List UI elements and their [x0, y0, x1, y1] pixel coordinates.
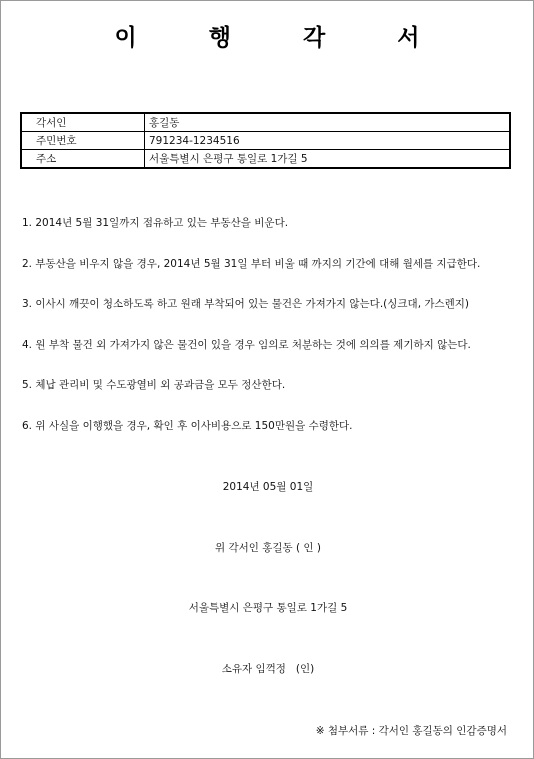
resident-number-value: 791234-1234516	[145, 132, 511, 150]
table-row	[21, 150, 510, 169]
address-label: 주소	[21, 150, 145, 169]
table-row	[21, 113, 510, 132]
attachment-note: ※ 첨부서류 : 각서인 홍길동의 인감증명서	[315, 725, 507, 737]
clause-3: 3. 이사시 깨끗이 청소하도록 하고 원래 부착되어 있는 물건은 가져가지 않는다.(싱크대, 가스렌지)	[22, 298, 470, 310]
clause-4: 4. 원 부착 물건 외 가져가지 않은 물건이 있을 경우 임의로 처분하는 것에 의의를 제기하지 않는다.	[22, 339, 471, 351]
owner-signature-line: 소유자 임꺽정 (인)	[221, 663, 315, 675]
resident-number-label: 주민번호	[21, 132, 145, 150]
clause-5: 5. 체납 관리비 및 수도광열비 외 공과금을 모두 정산한다.	[22, 379, 286, 391]
clause-2: 2. 부동산을 비우지 않을 경우, 2014년 5월 31일 부터 비울 때 까지의 기간에 대해 월세를 지급한다.	[22, 258, 481, 270]
clause-1: 1. 2014년 5월 31일까지 점유하고 있는 부동산을 비운다.	[22, 217, 289, 229]
signer-address-line: 서울특별시 은평구 통일로 1가길 5	[188, 602, 348, 614]
table-row	[21, 132, 510, 150]
signer-label: 각서인	[21, 113, 145, 132]
document-date: 2014년 05월 01일	[222, 481, 314, 493]
address-value: 서울특별시 은평구 통일로 1가길 5	[145, 150, 511, 169]
signer-value: 홍길동	[145, 113, 511, 132]
document-title: 이 행 각 서	[114, 25, 452, 51]
signer-signature-line: 위 각서인 홍길동 ( 인 )	[214, 542, 322, 554]
clause-6: 6. 위 사실을 이행했을 경우, 확인 후 이사비용으로 150만원을 수령한다.	[22, 420, 353, 432]
signer-info-table	[20, 112, 511, 169]
